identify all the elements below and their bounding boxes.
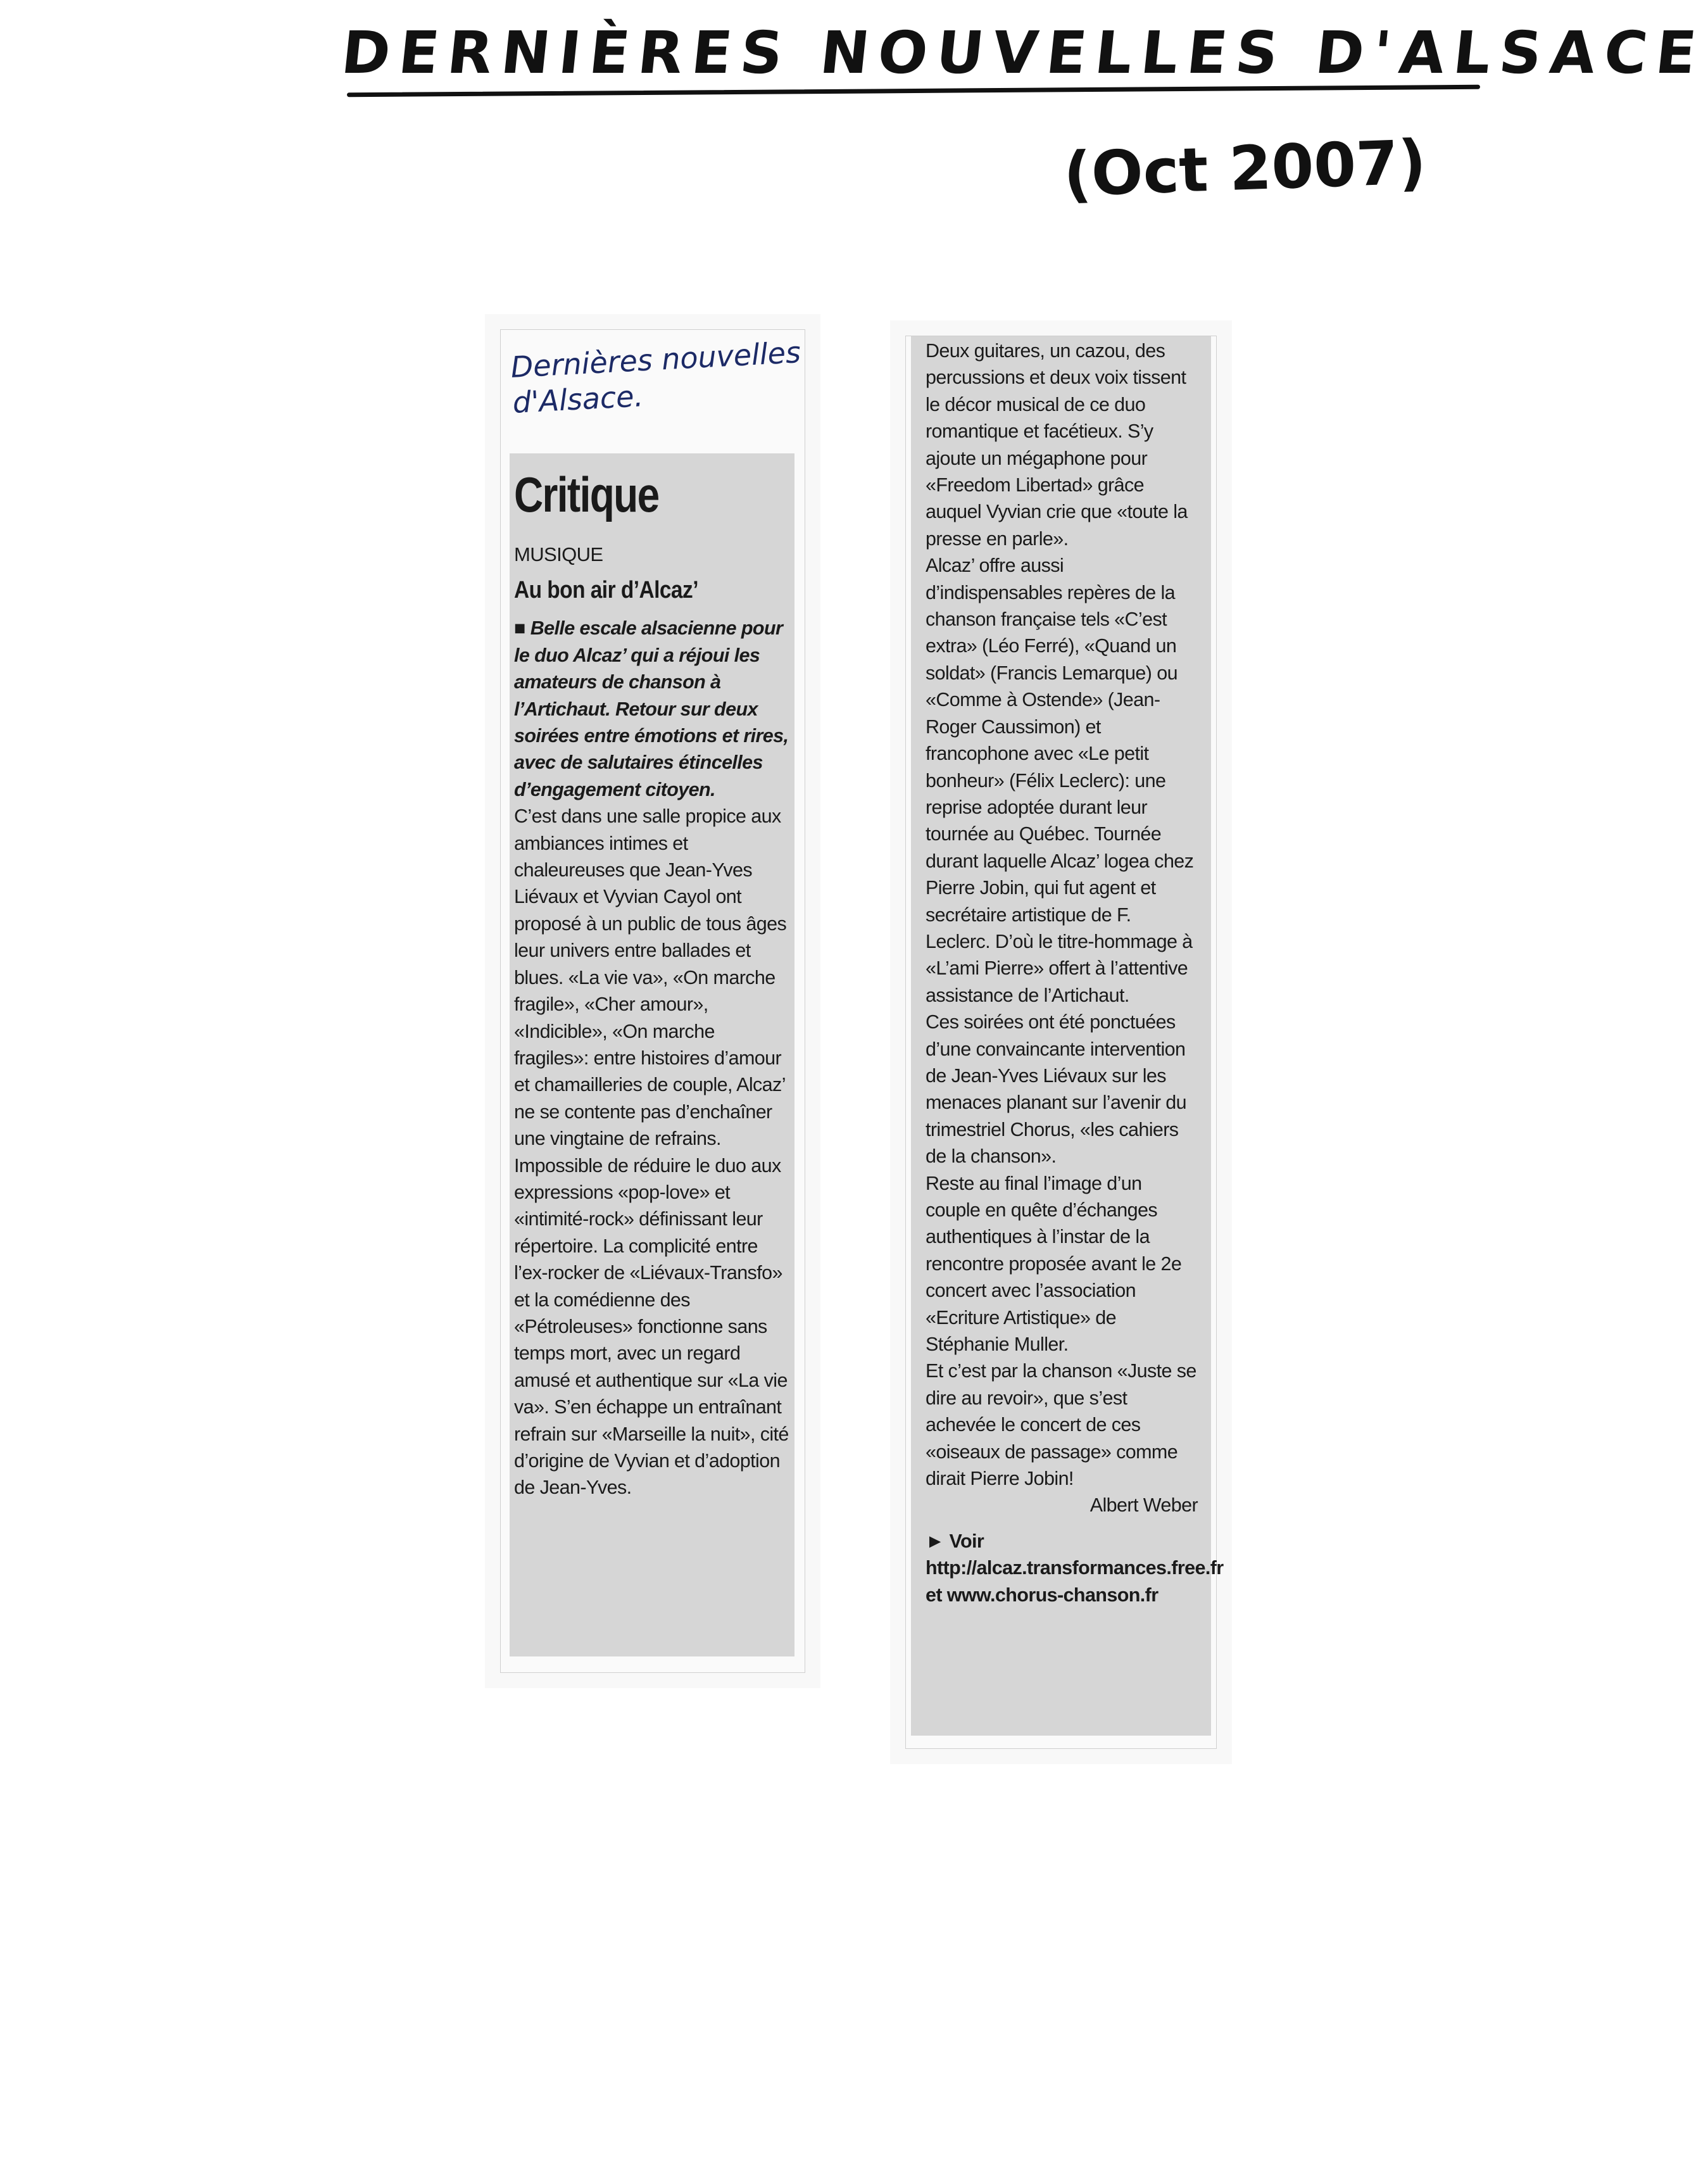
article-lead <box>514 615 793 803</box>
article-paragraph: Alcaz’ offre aussi d’indispensables repères de la chanson française tels «C’est extra» (Léo Ferré), «Quand un soldat» (Francis Lemarque) ou «Comme à Ostende» (Jean-Roger Caussimon) et francophone avec «Le petit bonheur» (Félix Leclerc): une reprise adoptée durant leur tournée au Québec. Tournée durant laquelle Alcaz’ logea chez Pierre Jobin, qui fut agent et secrétaire artistique de F. Leclerc. D’où le titre-hommage à «L’ami Pierre» offert à l’attentive assistance de l’Artichaut. <box>926 555 1194 1006</box>
article-links: ► Voir http://alcaz.transformances.free.fr et www.chorus-chanson.fr <box>926 1530 1224 1606</box>
article-paragraph: Reste au final l’image d’un couple en quête d’échanges authentiques à l’instar de la rencontre proposée avant le 2e concert avec l’association «Ecriture Artistique» de Stéphanie Muller. <box>926 1172 1182 1356</box>
article-paragraph: Impossible de réduire le duo aux expressions «pop-love» et «intimité-rock» définissant leur répertoire. La complicité entre l’ex-rocker de «Liévaux-Transfo» et la comédienne des «Pétroleuses» fonctionne sans temps mort, avec un regard amusé et authentique sur «La vie va». S’en échappe un entraînant refrain sur «Marseille la nuit», cité d’origine de Vyvian et d’adoption de Jean-Yves. <box>514 1154 789 1499</box>
article-paragraph: Et c’est par la chanson «Juste se dire au revoir», que s’est achevée le concert de ces «oiseaux de passage» comme dirait Pierre Jobin! <box>926 1360 1196 1490</box>
section-title: Critique <box>514 467 659 522</box>
lead-marker: ■ <box>514 617 525 640</box>
article-paragraph: Ces soirées ont été ponctuées d’une convaincante intervention de Jean-Yves Liévaux sur les menaces planant sur l’avenir du trimestriel Chorus, «les cahiers de la chanson». <box>926 1011 1187 1168</box>
article-paragraph: Deux guitares, un cazou, des percussions et deux voix tissent le décor musical de ce duo romantique et facétieux. S’y ajoute un mégaphone pour «Freedom Libertad» grâce auquel Vyvian crie que «toute la presse en parle». <box>926 340 1188 550</box>
handwritten-source-note <box>510 334 803 420</box>
handwritten-newspaper-title: DERNIÈRES NOUVELLES D'ALSACE <box>338 19 1708 87</box>
rubric-label: MUSIQUE <box>514 543 603 565</box>
handwritten-note-line: Dernières nouvelles <box>510 335 802 384</box>
lead-text: Belle escale alsacienne pour le duo Alcaz’ qui a réjoui les amateurs de chanson à l’Artichaut. Retour sur deux soirées entre émotions et rires, avec de salutaires étincelles d’engagement citoyen. <box>514 617 789 800</box>
article-author: Albert Weber <box>1089 1494 1198 1517</box>
article-headline: Au bon air d’Alcaz’ <box>514 577 698 604</box>
article-right-text <box>926 337 1224 1608</box>
article-paragraph: C’est dans une salle propice aux ambiances intimes et chaleureuses que Jean-Yves Liévaux et Vyvian Cayol ont proposé à un public de tous âges leur univers entre ballades et blues. «La vie va», «On marche fragile», «Cher amour», «Indicible», «On marche fragiles»: entre histoires d’amour et chamailleries de couple, Alcaz’ ne se contente pas d’enchaîner une vingtaine de refrains. <box>514 805 787 1150</box>
handwritten-date: (Oct 2007) <box>1062 127 1428 210</box>
handwritten-note-line: d'Alsace. <box>512 379 644 420</box>
article-left-text <box>514 465 793 1501</box>
